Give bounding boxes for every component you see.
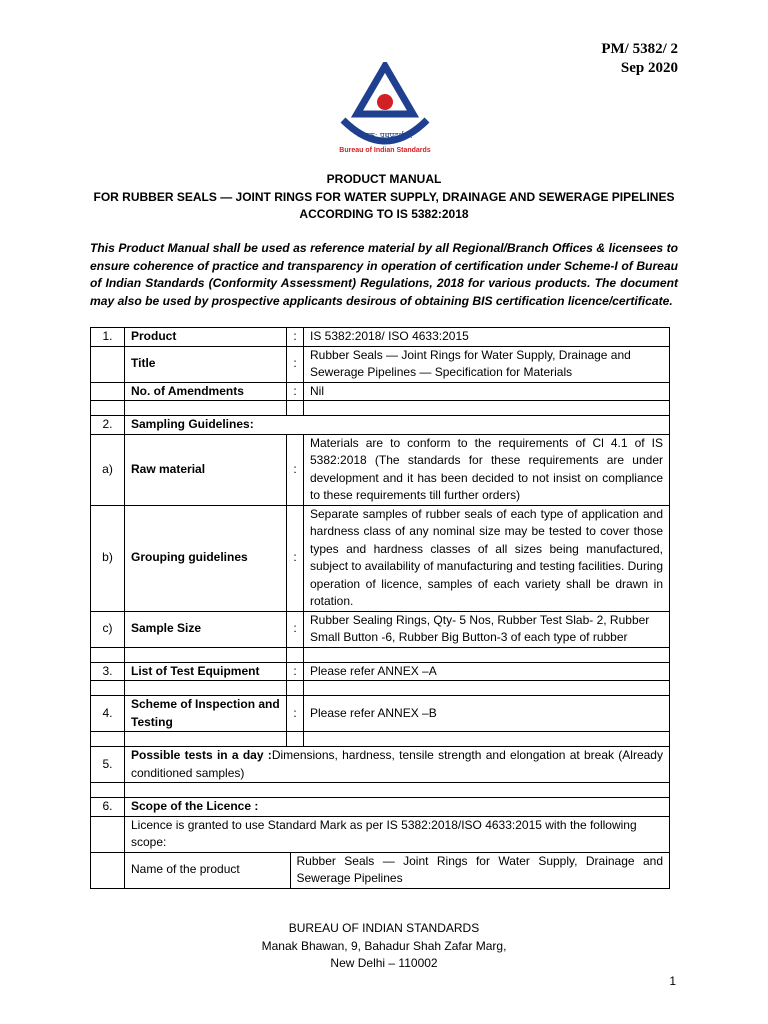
- row-value: Please refer ANNEX –A: [304, 662, 670, 681]
- row-label: Scheme of Inspection and Testing: [125, 696, 287, 732]
- row-number: 6.: [91, 798, 125, 817]
- table-row: [91, 611, 670, 647]
- row-colon: :: [287, 696, 304, 732]
- table-row: [91, 747, 670, 783]
- row-value: Nil: [304, 382, 670, 401]
- row-label: List of Test Equipment: [125, 662, 287, 681]
- row-number: 1.: [91, 328, 125, 347]
- row-value: Rubber Seals — Joint Rings for Water Supply, Drainage and Sewerage Pipelines — Specification for Materials: [304, 346, 670, 382]
- table-spacer-row: [91, 647, 670, 662]
- bis-logo: [335, 62, 435, 157]
- table-spacer-row: [91, 401, 670, 416]
- logo-org-text: Bureau of Indian Standards: [339, 147, 431, 154]
- row-value: Separate samples of rubber seals of each type of application and hardness class of any nominal size may be tested to cover those types and hardness classes of all sizes being manufactured, subject to availability of manufacturing and testing facilities. During operation of licence, samples of each variety shall be drawn in rotation.: [304, 505, 670, 611]
- row-number: 3.: [91, 662, 125, 681]
- row-number: 5.: [91, 747, 125, 783]
- table-row: [91, 346, 670, 382]
- table-row: [91, 416, 670, 435]
- row-label: Grouping guidelines: [125, 505, 287, 611]
- possible-tests-cell: [125, 747, 670, 783]
- document-reference: [601, 40, 678, 78]
- table-row: [91, 816, 670, 852]
- product-manual-table: [90, 327, 670, 889]
- row-value: Materials are to conform to the requirements of Cl 4.1 of IS 5382:2018 (The standards for these requirements are under development and it has been decided to not insist on compliance to these requirements till further orders): [304, 434, 670, 505]
- table-spacer-row: [91, 732, 670, 747]
- row-value: IS 5382:2018/ ISO 4633:2015: [304, 328, 670, 347]
- heading-line-3: ACCORDING TO IS 5382:2018: [299, 207, 469, 221]
- table-row: [91, 328, 670, 347]
- table-spacer-row: [91, 681, 670, 696]
- scope-inner-table: [125, 853, 669, 888]
- row-label: Title: [125, 346, 287, 382]
- scope-product-label: Name of the product: [125, 853, 290, 888]
- table-row: [91, 852, 670, 888]
- row-value: Dimensions, hardness, tensile strength and elongation at break (Already conditioned samples): [131, 748, 663, 780]
- footer: [0, 920, 768, 973]
- row-number: b): [91, 505, 125, 611]
- table-row: [91, 696, 670, 732]
- row-label: Sample Size: [125, 611, 287, 647]
- row-colon: :: [287, 328, 304, 347]
- row-label: Possible tests in a day :: [131, 748, 272, 762]
- document-date: Sep 2020: [620, 60, 678, 76]
- row-number: c): [91, 611, 125, 647]
- table-row: [91, 505, 670, 611]
- heading-line-2: FOR RUBBER SEALS — JOINT RINGS FOR WATER SUPPLY, DRAINAGE AND SEWERAGE PIPELINES: [93, 189, 675, 204]
- scope-text: Licence is granted to use Standard Mark as per IS 5382:2018/ISO 4633:2015 with the following scope:: [125, 816, 670, 852]
- footer-line-2: Manak Bhawan, 9, Bahadur Shah Zafar Marg,: [261, 938, 507, 953]
- table-row: [91, 662, 670, 681]
- row-colon: :: [287, 434, 304, 505]
- row-colon: :: [287, 382, 304, 401]
- row-label: Sampling Guidelines:: [125, 416, 670, 435]
- row-value: Rubber Sealing Rings, Qty- 5 Nos, Rubber Test Slab- 2, Rubber Small Button -6, Rubber Big Button-3 of each type of rubber: [304, 611, 670, 647]
- row-number: 4.: [91, 696, 125, 732]
- page-number: 1: [669, 974, 676, 988]
- table-spacer-row: [91, 783, 670, 798]
- row-label: Product: [125, 328, 287, 347]
- row-colon: :: [287, 346, 304, 382]
- row-label: No. of Amendments: [125, 382, 287, 401]
- heading-line-1: PRODUCT MANUAL: [326, 172, 442, 186]
- table-row: [91, 434, 670, 505]
- footer-line-3: New Delhi – 110002: [330, 956, 438, 970]
- intro-paragraph: This Product Manual shall be used as reference material by all Regional/Branch Offices & licensees to ensure coherence of practice and transparency in operation of certification under Scheme-I of Bureau of Indian Standards (Conformity Assessment) Regulations, 2018 for various products. The document may also be used by prospective applicants desirous of obtaining BIS certification licence/certificate.: [90, 241, 678, 308]
- footer-line-1: BUREAU OF INDIAN STANDARDS: [288, 921, 480, 935]
- table-row: [91, 382, 670, 401]
- bis-logo-icon: [335, 62, 435, 157]
- document-number: PM/ 5382/ 2: [601, 41, 678, 57]
- row-colon: :: [287, 611, 304, 647]
- row-label: Raw material: [125, 434, 287, 505]
- scope-product-value: Rubber Seals — Joint Rings for Water Supply, Drainage and Sewerage Pipelines: [296, 853, 663, 885]
- logo-hindi-text: मानक: पथप्रदर्शक:: [357, 131, 413, 140]
- document-heading: [0, 171, 768, 224]
- table-row: [91, 798, 670, 817]
- row-label: Scope of the Licence :: [125, 798, 670, 817]
- row-number: a): [91, 434, 125, 505]
- row-colon: :: [287, 662, 304, 681]
- row-number: 2.: [91, 416, 125, 435]
- row-colon: :: [287, 505, 304, 611]
- row-value: Please refer ANNEX –B: [304, 696, 670, 732]
